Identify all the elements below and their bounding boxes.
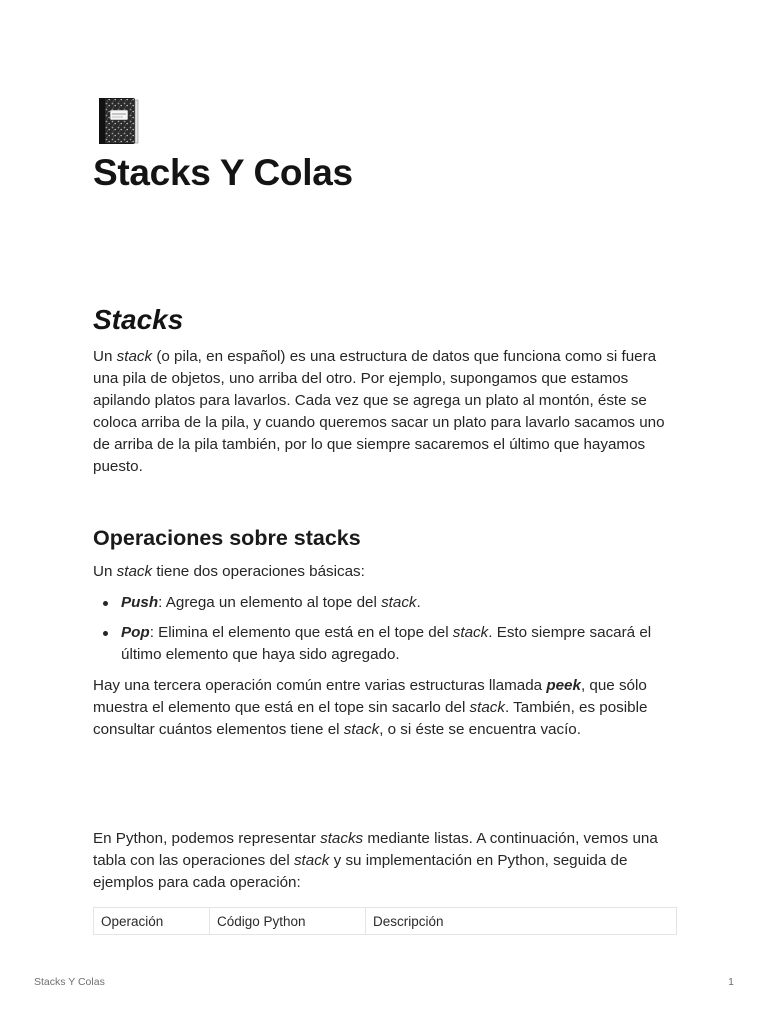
operations-intro-paragraph: Un stack tiene dos operaciones básicas: <box>93 563 365 580</box>
list-item-text: Push: Agrega un elemento al tope del stack. <box>121 594 421 611</box>
composition-notebook-icon <box>93 96 143 146</box>
stacks-intro-paragraph: Un stack (o pila, en español) es una estructura de datos que funciona como si fuera una pila de objetos, uno arriba del otro. Por ejemplo, supongamos que estamos apilando platos para lavarlos. Cada vez que se agrega un plato al montón, éste se coloca arriba de la pila, y cuando queremos sacar un plato para lavarlo sacamos uno de arriba de la pila también, por lo que siempre sacaremos el último que hayamos puesto. <box>93 348 665 475</box>
document-title: Stacks Y Colas <box>93 152 353 193</box>
operations-table <box>93 907 677 935</box>
operations-heading: Operaciones sobre stacks <box>93 526 361 550</box>
table-header-cell: Descripción <box>366 908 677 935</box>
list-item-pop <box>93 622 677 666</box>
list-item-push <box>93 592 677 614</box>
peek-paragraph: Hay una tercera operación común entre varias estructuras llamada peek, que sólo muestra el elemento que está en el tope sin sacarlo del stack. También, es posible consultar cuántos elementos tiene el stack, o si éste se encuentra vacío. <box>93 677 648 738</box>
table-header-cell: Código Python <box>210 908 366 935</box>
footer-page-number: 1 <box>728 976 734 988</box>
list-item-text: Pop: Elimina el elemento que está en el tope del stack. Esto siempre sacará el último elemento que haya sido agregado. <box>121 624 652 663</box>
table-header-cell: Operación <box>94 908 210 935</box>
bullet-icon <box>103 601 108 606</box>
operations-list <box>93 592 677 666</box>
table-header-row <box>94 908 677 935</box>
bullet-icon <box>103 631 108 636</box>
footer-document-title: Stacks Y Colas <box>34 976 105 988</box>
section-heading-stacks: Stacks <box>93 304 184 335</box>
python-paragraph: En Python, podemos representar stacks mediante listas. A continuación, vemos una tabla con las operaciones del stack y su implementación en Python, seguida de ejemplos para cada operación: <box>93 830 658 891</box>
